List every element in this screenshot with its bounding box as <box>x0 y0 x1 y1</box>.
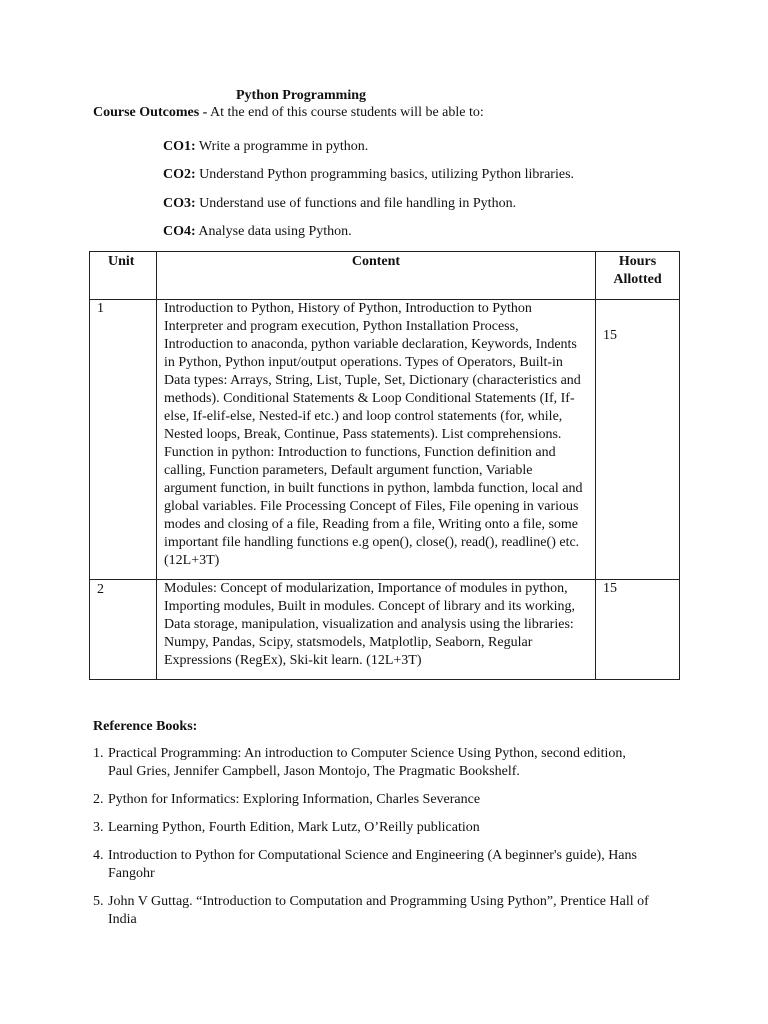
course-outcomes-label: Course Outcomes - <box>93 105 208 120</box>
reference-books-heading: Reference Books: <box>93 719 198 734</box>
reference-number: 3. <box>93 820 104 835</box>
unit-number: 1 <box>90 300 157 580</box>
course-outcomes-text: At the end of this course students will be able to: <box>210 105 484 120</box>
reference-number: 4. <box>93 848 104 863</box>
page-title: Python Programming <box>236 88 367 103</box>
unit-hours: 15 <box>596 300 680 580</box>
outcome-code: CO4: <box>163 224 196 239</box>
course-outcome-1 <box>163 138 368 156</box>
unit-content: Introduction to Python, History of Python, Introduction to Python Interpreter and program execution, Python Installation Process, Introduction to anaconda, python variable declaration, Keywords, Indents in Python, Python input/output operations. Types of Operators, Built-in Data types: Arrays, String, List, Tuple, Set, Dictionary (characteristics and methods). Conditional Statements & Loop Conditional Statements (If, If-else, If-elif-else, Nested-if etc.) and loop control statements (for, while, Nested loops, Break, Continue, Pass statements). List comprehensions. Function in python: Introduction to functions, Function definition and calling, Function parameters, Default argument function, Variable argument function, in built functions in python, lambda function, local and global variables. File Processing Concept of Files, File opening in various modes and closing of a file, Reading from a file, Writing onto a file, some important file handling functions e.g open(), close(), read(), readline() etc. (12L+3T) <box>157 300 596 580</box>
unit-number: 2 <box>90 580 157 680</box>
course-outcome-2 <box>163 166 574 184</box>
reference-text: Python for Informatics: Exploring Information, Charles Severance <box>108 792 481 807</box>
course-outcomes-intro <box>93 104 513 122</box>
unit-hours: 15 <box>596 580 680 680</box>
course-outcome-4 <box>163 223 352 241</box>
course-outcome-3 <box>163 195 516 213</box>
reference-text: Learning Python, Fourth Edition, Mark Lutz, O’Reilly publication <box>108 820 480 835</box>
syllabus-table <box>89 251 680 680</box>
header-content: Content <box>157 252 596 300</box>
outcome-code: CO1: <box>163 139 196 154</box>
reference-text: Practical Programming: An introduction to Computer Science Using Python, second edition, Paul Gries, Jennifer Campbell, Jason Montojo, The Pragmatic Bookshelf. <box>108 746 626 779</box>
outcome-code: CO3: <box>163 196 196 211</box>
list-item <box>93 745 653 781</box>
list-item <box>93 819 653 837</box>
header-unit: Unit <box>90 252 157 300</box>
header-hours: Hours Allotted <box>596 252 680 300</box>
reference-number: 1. <box>93 746 104 761</box>
outcome-text: Understand Python programming basics, utilizing Python libraries. <box>199 167 575 182</box>
list-item <box>93 847 653 883</box>
reference-text: John V Guttag. “Introduction to Computation and Programming Using Python”, Prentice Hall of India <box>108 894 649 927</box>
list-item <box>93 791 653 809</box>
reference-text: Introduction to Python for Computational Science and Engineering (A beginner's guide), Hans Fangohr <box>108 848 637 881</box>
table-header-row <box>90 252 680 300</box>
list-item <box>93 893 653 929</box>
unit-content: Modules: Concept of modularization, Importance of modules in python, Importing modules, Built in modules. Concept of library and its working, Data storage, manipulation, visualization and analysis using the libraries: Numpy, Pandas, Scipy, statsmodels, Matplotlip, Seaborn, Regular Expressions (RegEx), Ski-kit learn. (12L+3T) <box>157 580 596 680</box>
reference-number: 2. <box>93 792 104 807</box>
reference-number: 5. <box>93 894 104 909</box>
outcome-text: Write a programme in python. <box>198 139 369 154</box>
table-row <box>90 300 680 580</box>
outcome-code: CO2: <box>163 167 196 182</box>
table-row <box>90 580 680 680</box>
reference-list <box>93 745 653 939</box>
outcome-text: Understand use of functions and file handling in Python. <box>199 196 517 211</box>
outcome-text: Analyse data using Python. <box>198 224 352 239</box>
